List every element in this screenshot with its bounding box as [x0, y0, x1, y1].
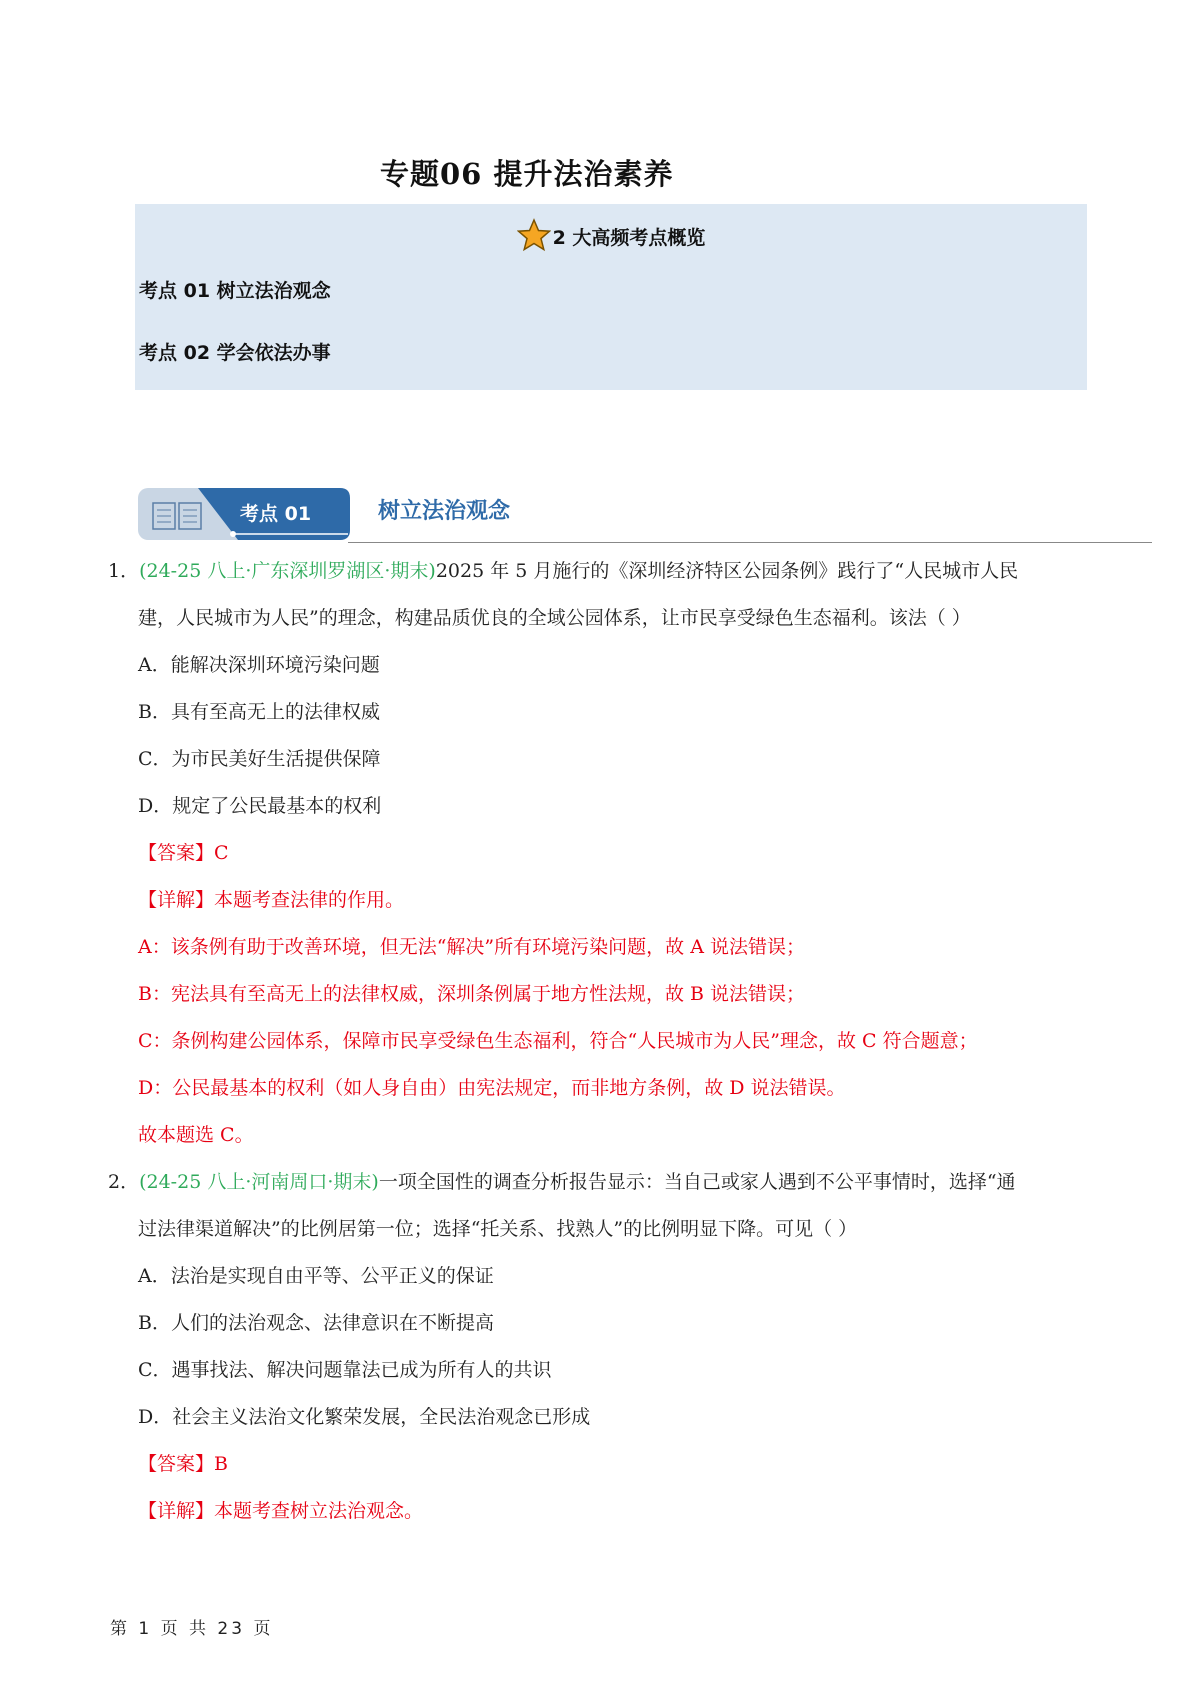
option-a: A．法治是实现自由平等、公平正义的保证	[138, 1265, 494, 1287]
page-footer: 第 1 页 共 23 页	[110, 1619, 274, 1639]
overview-heading-text: 2 大高频考点概览	[552, 227, 706, 249]
overview-item: 考点 02 学会依法办事	[139, 342, 331, 364]
question-stem	[108, 557, 1018, 585]
analysis-line: B：宪法具有至高无上的法律权威，深圳条例属于地方性法规，故 B 说法错误；	[138, 983, 806, 1005]
section-tag: 考点 01	[240, 503, 312, 525]
analysis-line: D：公民最基本的权利（如人身自由）由宪法规定，而非地方条例，故 D 说法错误。	[138, 1077, 846, 1099]
option-d: D．社会主义法治文化繁荣发展，全民法治观念已形成	[138, 1406, 591, 1428]
overview-heading	[135, 218, 1087, 252]
book-icon	[152, 501, 212, 535]
analysis-line: A：该条例有助于改善环境，但无法“解决”所有环境污染问题，故 A 说法错误；	[138, 936, 805, 958]
option-b: B．人们的法治观念、法律意识在不断提高	[138, 1312, 494, 1334]
question-stem-cont: 建，人民城市为人民”的理念，构建品质优良的全域公园体系，让市民享受绿色生态福利。该法（ ）	[138, 607, 971, 629]
answer: 【答案】B	[138, 1453, 228, 1475]
overview-item: 考点 01 树立法治观念	[139, 280, 331, 302]
section-divider	[348, 542, 1152, 543]
question-stem-text: 一项全国性的调查分析报告显示：当自己或家人遇到不公平事情时，选择“通	[378, 1171, 1016, 1193]
question-stem-cont: 过法律渠道解决”的比例居第一位；选择“托关系、找熟人”的比例明显下降。可见（ ）	[138, 1218, 858, 1240]
question-number: 1．	[108, 560, 140, 582]
question-stem	[108, 1168, 1016, 1196]
option-b: B．具有至高无上的法律权威	[138, 701, 380, 723]
question-number: 2．	[108, 1171, 140, 1193]
analysis-conclusion: 故本题选 C。	[138, 1124, 254, 1146]
star-icon	[517, 218, 551, 252]
option-c: C．遇事找法、解决问题靠法已成为所有人的共识	[138, 1359, 552, 1381]
page-title: 专题06 提升法治素养	[380, 157, 674, 191]
question-source: (24-25 八上·广东深圳罗湖区·期末)	[139, 560, 436, 582]
section-topic: 树立法治观念	[378, 499, 511, 524]
overview-box	[135, 204, 1087, 390]
option-d: D．规定了公民最基本的权利	[138, 795, 382, 817]
question-source: (24-25 八上·河南周口·期末)	[139, 1171, 379, 1193]
option-a: A．能解决深圳环境污染问题	[138, 654, 380, 676]
answer: 【答案】C	[138, 842, 229, 864]
question-stem-text: 2025 年 5 月施行的《深圳经济特区公园条例》践行了“人民城市人民	[435, 560, 1019, 582]
section-banner	[138, 485, 1152, 545]
option-c: C．为市民美好生活提供保障	[138, 748, 381, 770]
detail: 【详解】本题考查法律的作用。	[138, 889, 405, 911]
analysis-line: C：条例构建公园体系，保障市民享受绿色生态福利，符合“人民城市为人民”理念，故 C 符合题意；	[138, 1030, 978, 1052]
detail: 【详解】本题考查树立法治观念。	[138, 1500, 424, 1522]
